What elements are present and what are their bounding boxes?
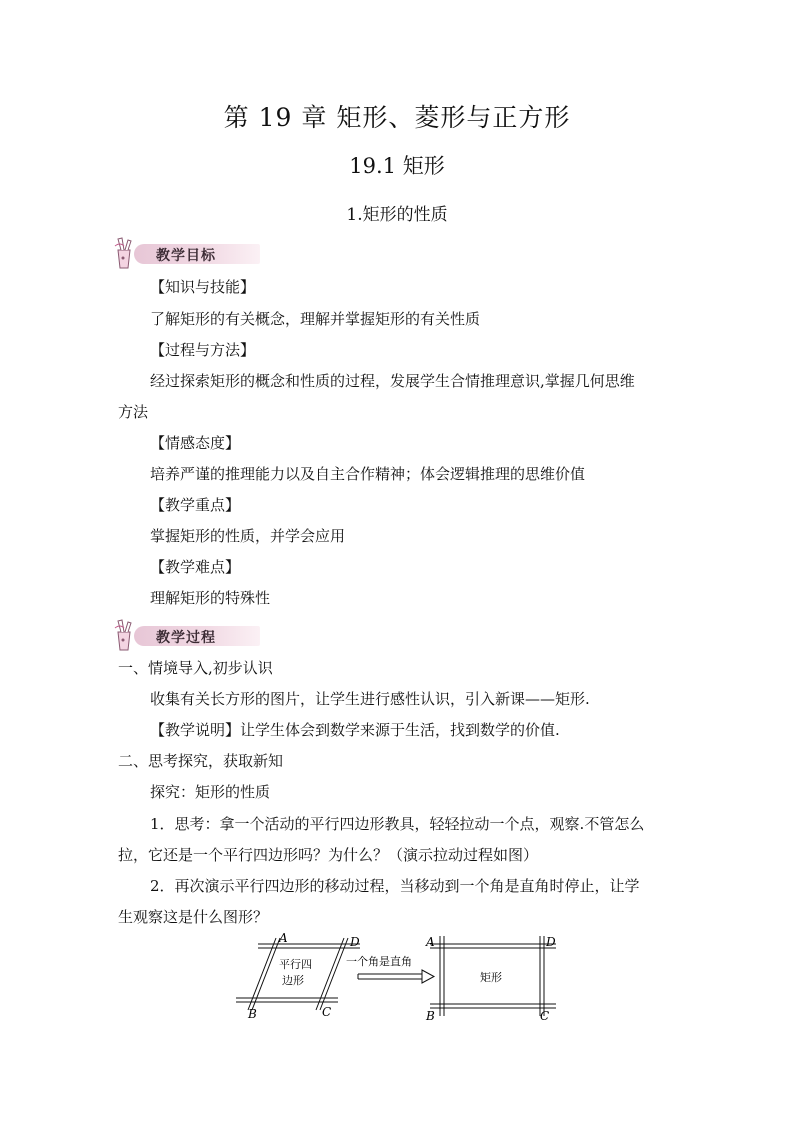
- parallelogram-label-2: 边形: [282, 974, 304, 987]
- key-text: 掌握矩形的性质，并学会应用: [150, 527, 346, 545]
- part1-heading: 一、情境导入,初步认识: [118, 659, 273, 677]
- knowledge-label: 【知识与技能】: [150, 278, 256, 296]
- item2-line1: 2．再次演示平行四边形的移动过程，当移动到一个角是直角时停止，让学: [150, 877, 640, 895]
- arrow-label: 一个角是直角: [346, 955, 412, 968]
- key-label: 【教学重点】: [150, 496, 241, 514]
- process-banner: [112, 618, 262, 652]
- right-arrow-icon: [358, 970, 434, 983]
- item1-line1: 1．思考：拿一个活动的平行四边形教具，轻轻拉动一个点，观察.不管怎么: [150, 815, 645, 833]
- parallelogram-to-rectangle-figure: [230, 932, 570, 1024]
- label-left-D: D: [350, 935, 360, 949]
- part1-text: 收集有关长方形的图片，让学生进行感性认识，引入新课——矩形.: [150, 690, 590, 708]
- rectangle-label: 矩形: [480, 971, 502, 984]
- difficulty-label: 【教学难点】: [150, 558, 241, 576]
- label-left-B: B: [248, 1007, 257, 1021]
- section-title: 19.1 矩形: [349, 154, 445, 178]
- pencil-cup-icon: [112, 236, 152, 270]
- process-label: 【过程与方法】: [150, 341, 256, 359]
- label-right-C: C: [540, 1009, 550, 1023]
- lesson-title: 1.矩形的性质: [346, 205, 448, 225]
- item1-line2: 拉，它还是一个平行四边形吗？为什么？（演示拉动过程如图）: [118, 846, 539, 864]
- label-left-C: C: [322, 1005, 332, 1019]
- label-right-B: B: [426, 1009, 435, 1023]
- chapter-title: 第 19 章 矩形、菱形与正方形: [223, 103, 571, 132]
- process-text: 经过探索矩形的概念和性质的过程，发展学生合情推理意识,掌握几何思维: [150, 372, 635, 390]
- emotion-label: 【情感态度】: [150, 434, 241, 452]
- part1-note: 【教学说明】让学生体会到数学来源于生活，找到数学的价值.: [150, 721, 560, 739]
- label-right-A: A: [426, 935, 435, 949]
- goals-banner: [112, 236, 262, 270]
- difficulty-text: 理解矩形的特殊性: [150, 589, 271, 607]
- pencil-cup-icon: [112, 618, 152, 652]
- parallelogram-label-1: 平行四: [279, 958, 312, 971]
- emotion-text: 培养严谨的推理能力以及自主合作精神；体会逻辑推理的思维价值: [150, 465, 586, 483]
- part2-heading: 二、思考探究，获取新知: [118, 752, 284, 770]
- item2-line2: 生观察这是什么图形？: [118, 908, 269, 926]
- goals-banner-label: 教学目标: [156, 248, 216, 264]
- process-banner-label: 教学过程: [156, 630, 216, 646]
- label-left-A: A: [279, 932, 288, 945]
- process-text-cont: 方法: [118, 403, 149, 421]
- knowledge-text: 了解矩形的有关概念，理解并掌握矩形的有关性质: [150, 310, 481, 328]
- part2-explore: 探究：矩形的性质: [150, 783, 271, 801]
- label-right-D: D: [546, 935, 556, 949]
